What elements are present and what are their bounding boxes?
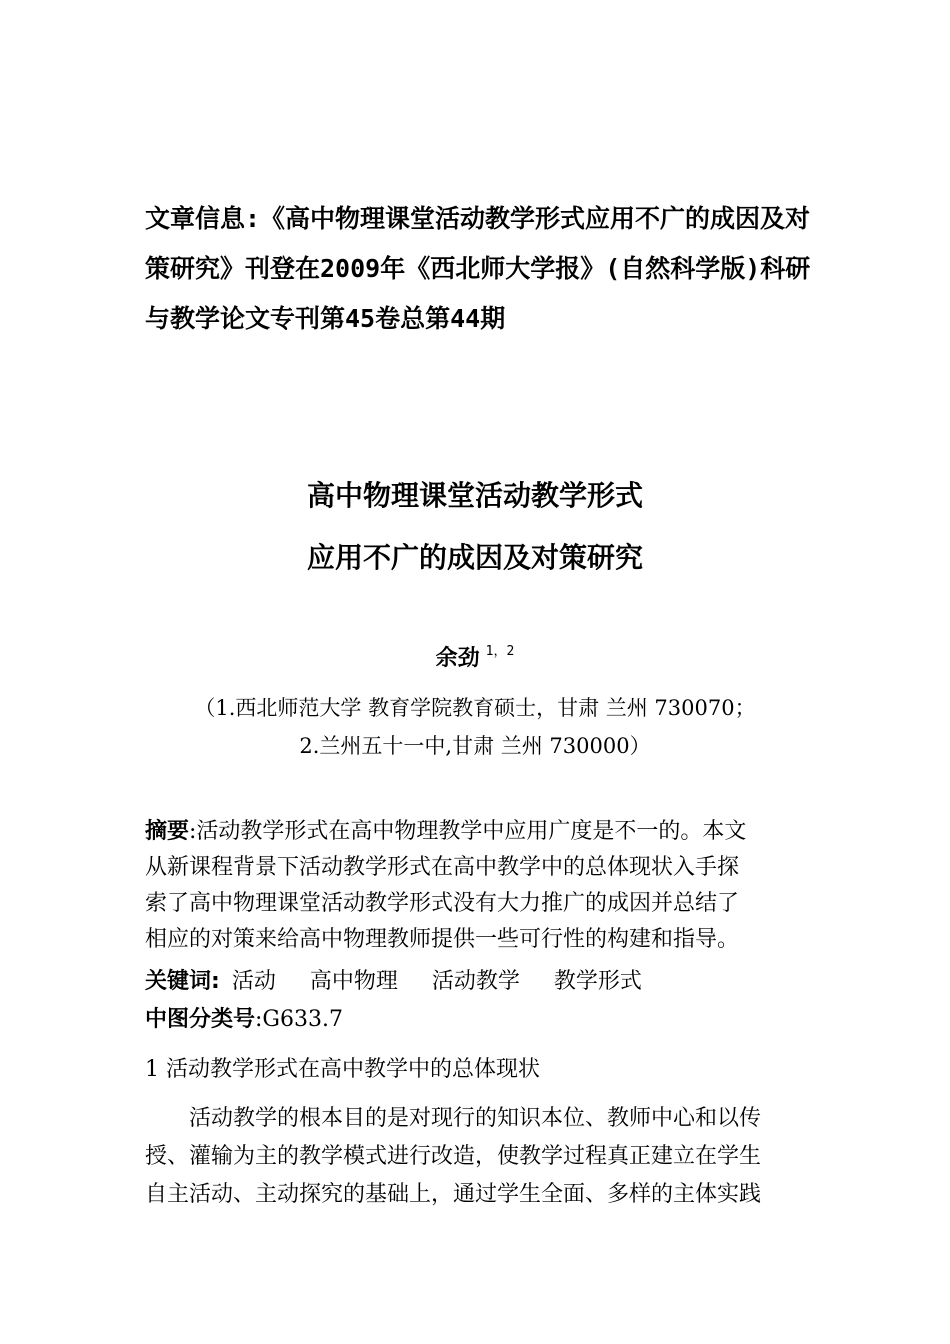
keyword: 教学形式 [553,969,642,994]
abstract-text: :活动教学形式在高中物理教学中应用广度是不一的。本文 [189,819,747,844]
abstract-line: 索了高中物理课堂活动教学形式没有大力推广的成因并总结了 [145,891,740,916]
keyword: 活动教学 [431,969,520,994]
paper-title-line-1: 高中物理课堂活动教学形式 [306,479,643,512]
author-name: 余劲 [435,646,480,671]
abstract-line: 从新课程背景下活动教学形式在高中教学中的总体现状入手探 [145,855,740,880]
keywords [145,964,642,995]
classification-number [145,1002,343,1033]
classification-value: :G633.7 [255,1007,343,1032]
article-info-line: 文章信息:《高中物理课堂活动教学形式应用不广的成因及对 [145,204,811,233]
section-heading: 1 活动教学形式在高中教学中的总体现状 [145,1057,540,1082]
section-body [145,1100,815,1214]
article-info-line: 策研究》刊登在2009年《西北师大学报》(自然科学版)科研 [145,254,811,283]
author-affiliation-marks: 1，2 [485,644,515,659]
body-line: 授、灌输为主的教学模式进行改造，使教学过程真正建立在学生 [145,1144,762,1169]
affiliation-line-1: （1.西北师范大学 教育学院教育硕士，甘肃 兰州 730070； [194,696,756,720]
abstract-line: 相应的对策来给高中物理教师提供一些可行性的构建和指导。 [145,927,740,952]
body-line: 活动教学的根本目的是对现行的知识本位、教师中心和以传 [189,1106,762,1131]
author [0,640,950,672]
keyword: 高中物理 [309,969,398,994]
affiliation-line-2: 2.兰州五十一中,甘肃 兰州 730000） [299,734,651,758]
abstract-label: 摘要 [145,819,190,844]
body-line: 自主活动、主动探究的基础上，通过学生全面、多样的主体实践 [145,1182,762,1207]
abstract-line [145,814,815,850]
classification-label: 中图分类号 [145,1007,256,1032]
keyword: 活动 [231,969,276,994]
paper-title-line-2: 应用不广的成因及对策研究 [306,541,643,574]
article-info-line: 与教学论文专刊第45卷总第44期 [145,304,506,333]
keywords-label: 关键词: [145,969,220,994]
article-info [145,194,815,344]
abstract [145,814,815,958]
